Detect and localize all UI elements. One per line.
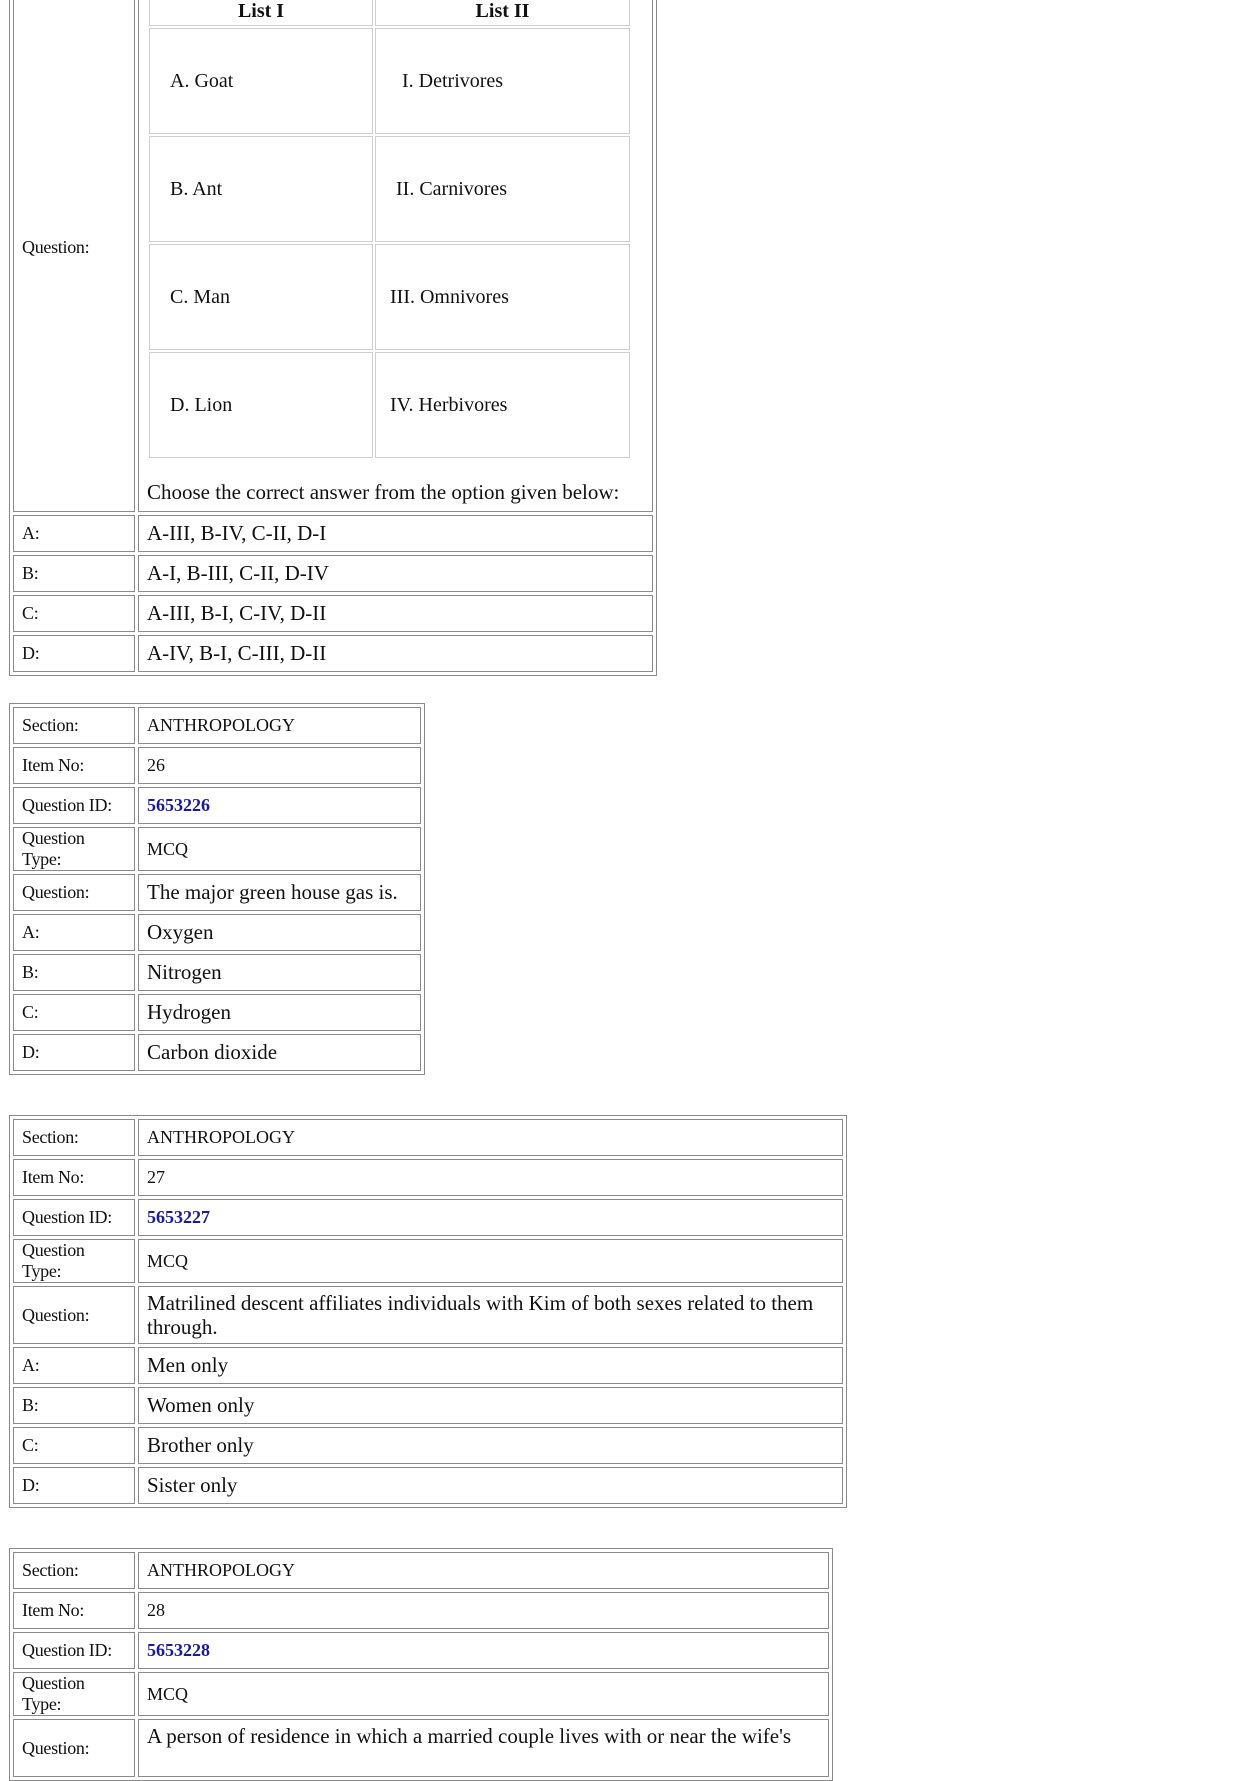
item-no-label: Item No:: [13, 1159, 135, 1196]
question-card-26: [9, 703, 425, 1075]
option-d-text: Carbon dioxide: [138, 1034, 421, 1071]
question-type-label: Question Type:: [13, 1672, 135, 1716]
question-type-value: MCQ: [138, 1239, 843, 1283]
list-2-item: IV. Herbivores: [375, 352, 630, 458]
option-b-text: A-I, B-III, C-II, D-IV: [138, 555, 653, 592]
section-value: ANTHROPOLOGY: [138, 1552, 829, 1589]
list-1-item: D. Lion: [149, 352, 373, 458]
question-card-27: [9, 1115, 847, 1508]
question-label: Question:: [13, 1719, 135, 1777]
option-c-label: C:: [13, 994, 135, 1031]
list-2-header: List II: [375, 0, 630, 26]
item-no-value: 26: [138, 747, 421, 784]
option-d-label: D:: [13, 635, 135, 672]
option-c-text: Hydrogen: [138, 994, 421, 1031]
question-id-value: 5653226: [138, 787, 421, 824]
question-id-label: Question ID:: [13, 1632, 135, 1669]
option-b-label: B:: [13, 954, 135, 991]
option-b-label: B:: [13, 1387, 135, 1424]
item-no-label: Item No:: [13, 747, 135, 784]
list-1-header: List I: [149, 0, 373, 26]
option-a-label: A:: [13, 515, 135, 552]
question-text: Matrilined descent affiliates individuals with Kim of both sexes related to them through.: [138, 1286, 843, 1344]
option-d-text: Sister only: [138, 1467, 843, 1504]
question-type-label: Question Type:: [13, 1239, 135, 1283]
option-d-text: A-IV, B-I, C-III, D-II: [138, 635, 653, 672]
list-2-item: III. Omnivores: [375, 244, 630, 350]
question-type-value: MCQ: [138, 827, 421, 871]
section-label: Section:: [13, 707, 135, 744]
question-type-label: Question Type:: [13, 827, 135, 871]
section-value: ANTHROPOLOGY: [138, 707, 421, 744]
item-no-value: 28: [138, 1592, 829, 1629]
option-b-label: B:: [13, 555, 135, 592]
option-a-text: Men only: [138, 1347, 843, 1384]
option-a-label: A:: [13, 1347, 135, 1384]
option-c-label: C:: [13, 595, 135, 632]
question-id-label: Question ID:: [13, 1199, 135, 1236]
list-2-item: I. Detrivores: [375, 28, 630, 134]
question-label: Question:: [13, 0, 135, 512]
option-c-label: C:: [13, 1427, 135, 1464]
list-1-item: C. Man: [149, 244, 373, 350]
question-card-25: [9, 0, 657, 676]
option-c-text: Brother only: [138, 1427, 843, 1464]
question-card-28: [9, 1548, 833, 1781]
option-b-text: Nitrogen: [138, 954, 421, 991]
section-value: ANTHROPOLOGY: [138, 1119, 843, 1156]
item-no-label: Item No:: [13, 1592, 135, 1629]
option-b-text: Women only: [138, 1387, 843, 1424]
question-type-value: MCQ: [138, 1672, 829, 1716]
match-list-table: [147, 0, 632, 460]
option-a-label: A:: [13, 914, 135, 951]
list-1-item: B. Ant: [149, 136, 373, 242]
item-no-value: 27: [138, 1159, 843, 1196]
list-2-item: II. Carnivores: [375, 136, 630, 242]
option-a-text: A-III, B-IV, C-II, D-I: [138, 515, 653, 552]
question-text: A person of residence in which a married couple lives with or near the wife's: [138, 1719, 829, 1777]
question-id-label: Question ID:: [13, 787, 135, 824]
question-id-value: 5653228: [138, 1632, 829, 1669]
section-label: Section:: [13, 1119, 135, 1156]
question-label: Question:: [13, 874, 135, 911]
question-label: Question:: [13, 1286, 135, 1344]
question-instruction: Choose the correct answer from the option given below:: [147, 480, 620, 504]
question-text: The major green house gas is.: [138, 874, 421, 911]
list-1-item: A. Goat: [149, 28, 373, 134]
question-id-value: 5653227: [138, 1199, 843, 1236]
question-body: [138, 0, 653, 512]
section-label: Section:: [13, 1552, 135, 1589]
option-d-label: D:: [13, 1034, 135, 1071]
option-a-text: Oxygen: [138, 914, 421, 951]
option-c-text: A-III, B-I, C-IV, D-II: [138, 595, 653, 632]
option-d-label: D:: [13, 1467, 135, 1504]
